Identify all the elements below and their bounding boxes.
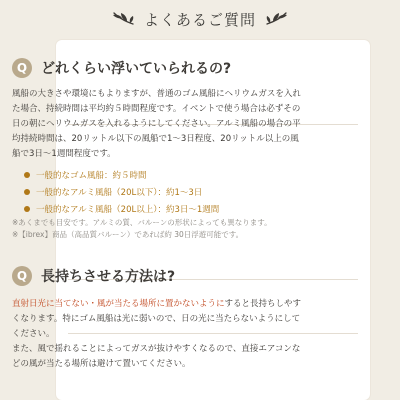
- notes: [12, 217, 304, 241]
- answer-text: すると長持ちしやすくなります。特にゴム風船は光に弱いので、日の光に当たらないようにしてください。: [12, 299, 302, 339]
- list-item: [24, 166, 304, 183]
- page-title: よくあるご質問: [143, 10, 256, 29]
- duration-list: [24, 166, 304, 217]
- leaf-sprig-icon: [264, 9, 290, 29]
- question-title: 長持ちさせる方法は?: [41, 269, 176, 285]
- list-item-text: 一般的なアルミ風船（20L以上）：約3日〜1週間: [36, 204, 220, 215]
- note-line: ※【ibrex】商品（高品質バルーン）であれば約 30日浮遊可能です。: [12, 230, 244, 239]
- list-item-text: 一般的なゴム風船：約５時間: [36, 170, 147, 181]
- bullet-dot-icon: [24, 172, 30, 178]
- answer-block: [12, 297, 304, 372]
- faq-question-1: [12, 58, 231, 78]
- list-item: [24, 183, 304, 200]
- list-item: [24, 200, 304, 217]
- answer-paragraph: 風船の大きさや環境にもよりますが、普通のゴム風船にヘリウムガスを入れた場合、持続時間は平均約５時間程度です。イベントで使う場合は必ずその日の朝にヘリウムガスを入れるようにしてください。アルミ風船の場合の平均持続時間は、20リットル以下の風船で1〜3日程度、20リットル以上の風船で3日〜1週間程度です。: [12, 89, 301, 159]
- faq-question-2: [12, 266, 175, 286]
- q-badge-icon: Q: [12, 58, 32, 78]
- answer-paragraph: [12, 297, 304, 342]
- answer-paragraph: また、風で揺れることによってガスが抜けやすくなるので、直接エアコンなどの風が当たる場所は避けて置いてください。: [12, 344, 301, 369]
- leaf-sprig-icon: [110, 9, 136, 29]
- list-item-text: 一般的なアルミ風船（20L以下）：約1〜3日: [36, 187, 203, 198]
- highlight-text: 直射日光に当てない・風が当たる場所に置かないように: [12, 299, 225, 309]
- bullet-dot-icon: [24, 189, 30, 195]
- question-title: どれくらい浮いていられるの?: [41, 61, 232, 77]
- q-badge-icon: Q: [12, 266, 32, 286]
- note-line: ※あくまでも目安です。アルミの質、バルーンの形状によっても異なります。: [12, 218, 272, 227]
- faq-header: [0, 0, 400, 38]
- bullet-dot-icon: [24, 206, 30, 212]
